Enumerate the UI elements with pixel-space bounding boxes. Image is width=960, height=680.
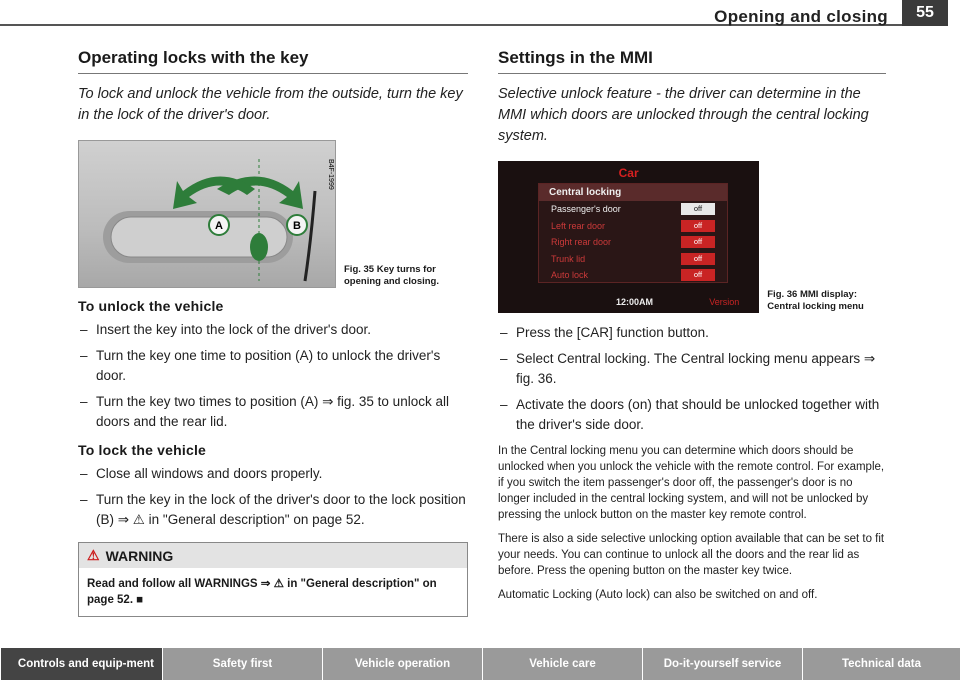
footer-tab-diy[interactable]: Do-it-yourself service <box>642 648 802 680</box>
mmi-title: Car <box>618 166 639 180</box>
mmi-toggle: off <box>681 203 715 215</box>
chapter-title: Opening and closing <box>714 7 888 26</box>
warning-body: Read and follow all WARNINGS ⇒ ⚠ in "General description" on page 52. ■ <box>87 578 437 606</box>
lock-step: – Turn the key in the lock of the driver's door to the lock position (B) ⇒ ⚠ in "General description" on page 52. <box>78 490 468 530</box>
mmi-row-label: Trunk lid <box>551 253 586 264</box>
right-column <box>498 48 886 603</box>
label-a: A <box>215 220 223 232</box>
mmi-time: 12:00AM <box>616 297 654 307</box>
left-column <box>78 48 468 617</box>
footer-tab-technical[interactable]: Technical data <box>802 648 960 680</box>
section-title-mmi: Settings in the MMI <box>498 48 886 74</box>
mmi-version: Version <box>709 297 740 307</box>
mmi-step: – Select Central locking. The Central locking menu appears ⇒ fig. 36. <box>498 349 886 389</box>
mmi-step: – Activate the doors (on) that should be unlocked together with the driver's side door. <box>498 395 886 435</box>
section-title-key-locks: Operating locks with the key <box>78 48 468 74</box>
footer-tab-vehicle-care[interactable]: Vehicle care <box>482 648 642 680</box>
mmi-footer <box>498 297 759 307</box>
mmi-step: – Press the [CAR] function button. <box>498 323 886 343</box>
page-number: 55 <box>902 0 948 26</box>
section-intro: To lock and unlock the vehicle from the outside, turn the key in the lock of the driver's door. <box>78 86 463 123</box>
mmi-toggle: off <box>681 269 715 281</box>
footer-nav <box>0 648 960 680</box>
mmi-toggle: off <box>681 236 715 248</box>
mmi-menu-panel <box>538 183 728 283</box>
footer-tab-controls[interactable]: Controls and equip-ment <box>0 648 162 680</box>
figure-35 <box>78 140 468 288</box>
door-handle-illustration <box>79 141 336 288</box>
lock-steps <box>78 464 468 530</box>
mmi-row-right-rear-door <box>539 234 727 251</box>
warning-box <box>78 542 468 617</box>
mmi-toggle: off <box>681 220 715 232</box>
unlock-step: – Insert the key into the lock of the driver's door. <box>78 320 468 340</box>
footer-tab-safety[interactable]: Safety first <box>162 648 322 680</box>
figure-36-caption: Fig. 36 MMI display: Central locking menu <box>767 289 864 312</box>
mmi-row-label: Left rear door <box>551 220 606 231</box>
mmi-row-left-rear-door <box>539 218 727 235</box>
mmi-steps <box>498 323 886 435</box>
mmi-intro: Selective unlock feature - the driver can determine in the MMI which doors are unlocked through the central locking system. <box>498 86 869 144</box>
mmi-paragraph: In the Central locking menu you can determine which doors should be unlocked when you unlock the vehicle with the remote control. For example, if you switch the item passenger's door off, the passenger's door is no longer included in the central locking system, and will not be unlocked by pressing the unlock button on the master key remote control. <box>498 445 885 521</box>
figure-35-caption: Fig. 35 Key turns for opening and closing. <box>344 264 439 287</box>
mmi-row-label: Passenger's door <box>551 204 621 215</box>
warning-title: WARNING <box>105 547 174 564</box>
mmi-row-auto-lock <box>539 267 727 284</box>
mmi-paragraph: Automatic Locking (Auto lock) can also be switched on and off. <box>498 589 818 601</box>
mmi-row-label: Auto lock <box>551 270 589 281</box>
figure-36 <box>498 161 886 313</box>
door-handle-image <box>78 140 336 288</box>
lock-step: – Close all windows and doors properly. <box>78 464 468 484</box>
mmi-menu-heading: Central locking <box>539 184 727 201</box>
mmi-paragraph: There is also a side selective unlocking option available that can be set to fit your needs. You can continue to unlock all the doors and the rear lid as before. Press the opening button on the master key twice. <box>498 533 885 577</box>
unlock-heading: To unlock the vehicle <box>78 298 224 314</box>
figure-code: B4F-1999 <box>327 159 334 190</box>
lock-heading: To lock the vehicle <box>78 442 207 458</box>
mmi-row-label: Right rear door <box>551 237 612 248</box>
unlock-step: – Turn the key one time to position (A) to unlock the driver's door. <box>78 346 468 386</box>
unlock-steps <box>78 320 468 432</box>
footer-tab-vehicle-operation[interactable]: Vehicle operation <box>322 648 482 680</box>
unlock-step: – Turn the key two times to position (A) ⇒ fig. 35 to unlock all doors and the rear lid. <box>78 392 468 432</box>
warning-triangle-icon: ⚠ <box>87 547 100 563</box>
mmi-row-passenger-door <box>539 201 727 218</box>
warning-header <box>79 543 467 568</box>
mmi-toggle: off <box>681 253 715 265</box>
label-b: B <box>293 220 301 232</box>
mmi-row-trunk-lid <box>539 251 727 268</box>
mmi-display <box>498 161 759 313</box>
